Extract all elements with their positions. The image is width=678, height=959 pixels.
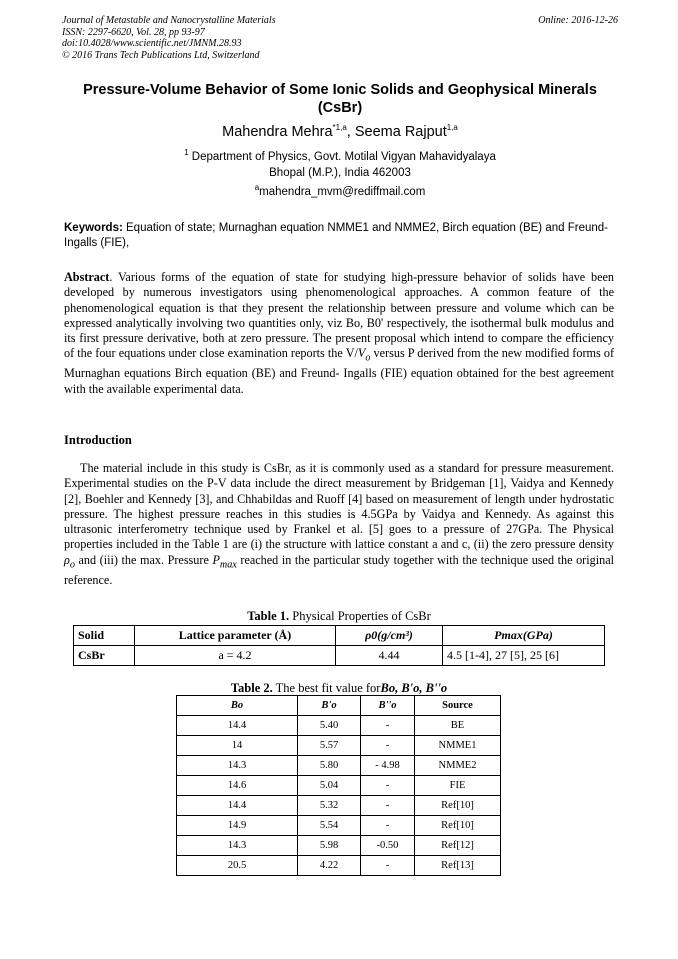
table2-caption: Table 2. The best fit value forBo, B'o, B''o	[230, 681, 448, 695]
table-cell: CsBr	[74, 646, 135, 666]
table-row	[177, 796, 501, 816]
email-superscript: a	[254, 183, 260, 193]
table-row	[177, 856, 501, 876]
table-header-cell: Pmax(GPa)	[443, 626, 605, 646]
abstract-text: . Various forms of the equation of state for studying high-pressure behavior of solids have been developed by numerous investigators using phenomenological approaches. A common feature of the phenomenological equation is that they present the relationship between pressure and volume which can be expressed analytically involving two quantities only, viz Bo, B0' respectively, the isothermal bulk modulus and its first pressure derivative, both at zero pressure. The present proposal which intend to compare the efficiency of the four equations under close examination reports the V/	[64, 270, 614, 361]
author-name: Seema Rajput	[354, 124, 447, 140]
table-cell: 20.5	[177, 856, 298, 876]
table-cell: 4.22	[298, 856, 361, 876]
keywords-label: Keywords:	[64, 222, 123, 234]
v0-symbol: $V_o$	[357, 346, 371, 364]
table-cell: - 4.98	[361, 756, 415, 776]
table1-caption: Table 1. Physical Properties of CsBr	[247, 609, 431, 623]
table-header-cell: Source	[415, 696, 501, 716]
table-row	[177, 816, 501, 836]
author-name: Mahendra Mehra	[222, 124, 333, 140]
running-header	[62, 15, 618, 61]
issn: ISSN: 2297-6620, Vol. 28, pp 93-97	[62, 26, 205, 38]
author-superscript: *1,a	[332, 123, 347, 133]
table-cell: 14.6	[177, 776, 298, 796]
keywords-text: Equation of state; Murnaghan equation NMME1 and NMME2, Birch equation (BE) and Freund- Ingalls (FIE),	[64, 222, 608, 249]
affiliation-superscript: 1	[184, 148, 189, 158]
table-cell: 5.04	[298, 776, 361, 796]
table-cell: 5.57	[298, 736, 361, 756]
keywords	[64, 221, 614, 251]
table-header-cell: Solid	[74, 626, 135, 646]
table-header-cell: Lattice parameter (Å)	[135, 626, 336, 646]
table-header-row	[177, 696, 501, 716]
table-row	[177, 716, 501, 736]
intro-paragraph: and (iii) the max. Pressure	[74, 552, 213, 567]
table-cell: Ref[10]	[415, 796, 501, 816]
intro-paragraph: reached in the particular study together with the technique used the original reference.	[64, 552, 614, 587]
doi: doi:10.4028/www.scientific.net/JMNM.28.93	[62, 38, 242, 49]
table-cell: -	[361, 716, 415, 736]
email-address: mahendra_mvm@rediffmail.com	[259, 186, 426, 198]
table-cell: -	[361, 736, 415, 756]
author-superscript: 1,a	[446, 123, 458, 133]
table-cell: 4.5 [1-4], 27 [5], 25 [6]	[443, 646, 605, 666]
affiliation-line: Bhopal (M.P.), India 462003	[269, 166, 411, 179]
table-cell: 14.3	[177, 756, 298, 776]
table-cell: 5.98	[298, 836, 361, 856]
table-cell: 14.9	[177, 816, 298, 836]
table-row	[74, 646, 605, 666]
table-header-cell: B'o	[298, 696, 361, 716]
table1	[73, 625, 605, 666]
journal-name: Journal of Metastable and Nanocrystalline Materials	[62, 15, 276, 26]
intro-paragraph: The material include in this study is CsBr, as it is commonly used as a standard for pressure measurement. Experimental studies on the P-V data include the direct measurement by Bridgeman [1], Vaidya and Kennedy [2], Boehler and Kennedy [3], and Chhabildas and Ruoff [4] based on measurement of length under hydrostatic pressure. The highest pressure reaches in this studies is 4.5GPa by Vaidya and Kennedy. As against this ultrasonic interferometry technique used by Frankel et al. [5] goes to a pressure of 27GPa. The Physical properties included in the Table 1 are (i) the structure with lattice constant a and c, (ii) the zero pressure density	[64, 461, 614, 552]
table-cell: 14.4	[177, 716, 298, 736]
introduction-text	[64, 461, 614, 588]
email	[62, 183, 618, 198]
table-cell: -0.50	[361, 836, 415, 856]
abstract	[64, 270, 614, 397]
table-cell: 5.40	[298, 716, 361, 736]
abstract-text: versus P derived from the new modified forms of Murnaghan equations Birch equation (BE) and Freund- Ingalls (FIE) equation obtained for the best agreement with the available experimental data.	[64, 346, 614, 396]
affiliation-line: Department of Physics, Govt. Motilal Vigyan Mahavidyalaya	[191, 151, 496, 163]
table-row	[177, 736, 501, 756]
affiliation	[62, 150, 618, 181]
table-cell: BE	[415, 716, 501, 736]
table-cell: 4.44	[336, 646, 443, 666]
table-row	[177, 756, 501, 776]
table2	[176, 695, 501, 876]
table-header-cell: Bo	[177, 696, 298, 716]
table-cell: 14.3	[177, 836, 298, 856]
table-cell: a = 4.2	[135, 646, 336, 666]
table-cell: -	[361, 856, 415, 876]
table-header-cell: ρ0(g/cm³)	[336, 626, 443, 646]
table-cell: FIE	[415, 776, 501, 796]
table-cell: Ref[10]	[415, 816, 501, 836]
table-cell: 5.32	[298, 796, 361, 816]
table-cell: 14.4	[177, 796, 298, 816]
abstract-label: Abstract	[64, 270, 110, 284]
pmax-symbol: $P_{max}$	[212, 552, 237, 571]
table-cell: -	[361, 796, 415, 816]
online-date: Online: 2016-12-26	[538, 15, 618, 26]
introduction-heading: Introduction	[64, 433, 132, 447]
authors: Mahendra Mehra$^{*1,a}$, Seema Rajput$^{1,a}$	[222, 123, 458, 140]
table-cell: 5.80	[298, 756, 361, 776]
table-cell: NMME2	[415, 756, 501, 776]
copyright: © 2016 Trans Tech Publications Ltd, Switzerland	[62, 49, 260, 61]
table-cell: Ref[12]	[415, 836, 501, 856]
table-cell: -	[361, 776, 415, 796]
rho-symbol: $\rho_o$	[64, 552, 75, 571]
paper-title: Pressure-Volume Behavior of Some Ionic Solids and Geophysical Minerals (CsBr)	[83, 82, 597, 116]
table-row	[177, 836, 501, 856]
table-header-row	[74, 626, 605, 646]
table-cell: NMME1	[415, 736, 501, 756]
table-cell: -	[361, 816, 415, 836]
table-row	[177, 776, 501, 796]
table-cell: 14	[177, 736, 298, 756]
table-cell: Ref[13]	[415, 856, 501, 876]
table-cell: 5.54	[298, 816, 361, 836]
table-header-cell: B''o	[361, 696, 415, 716]
